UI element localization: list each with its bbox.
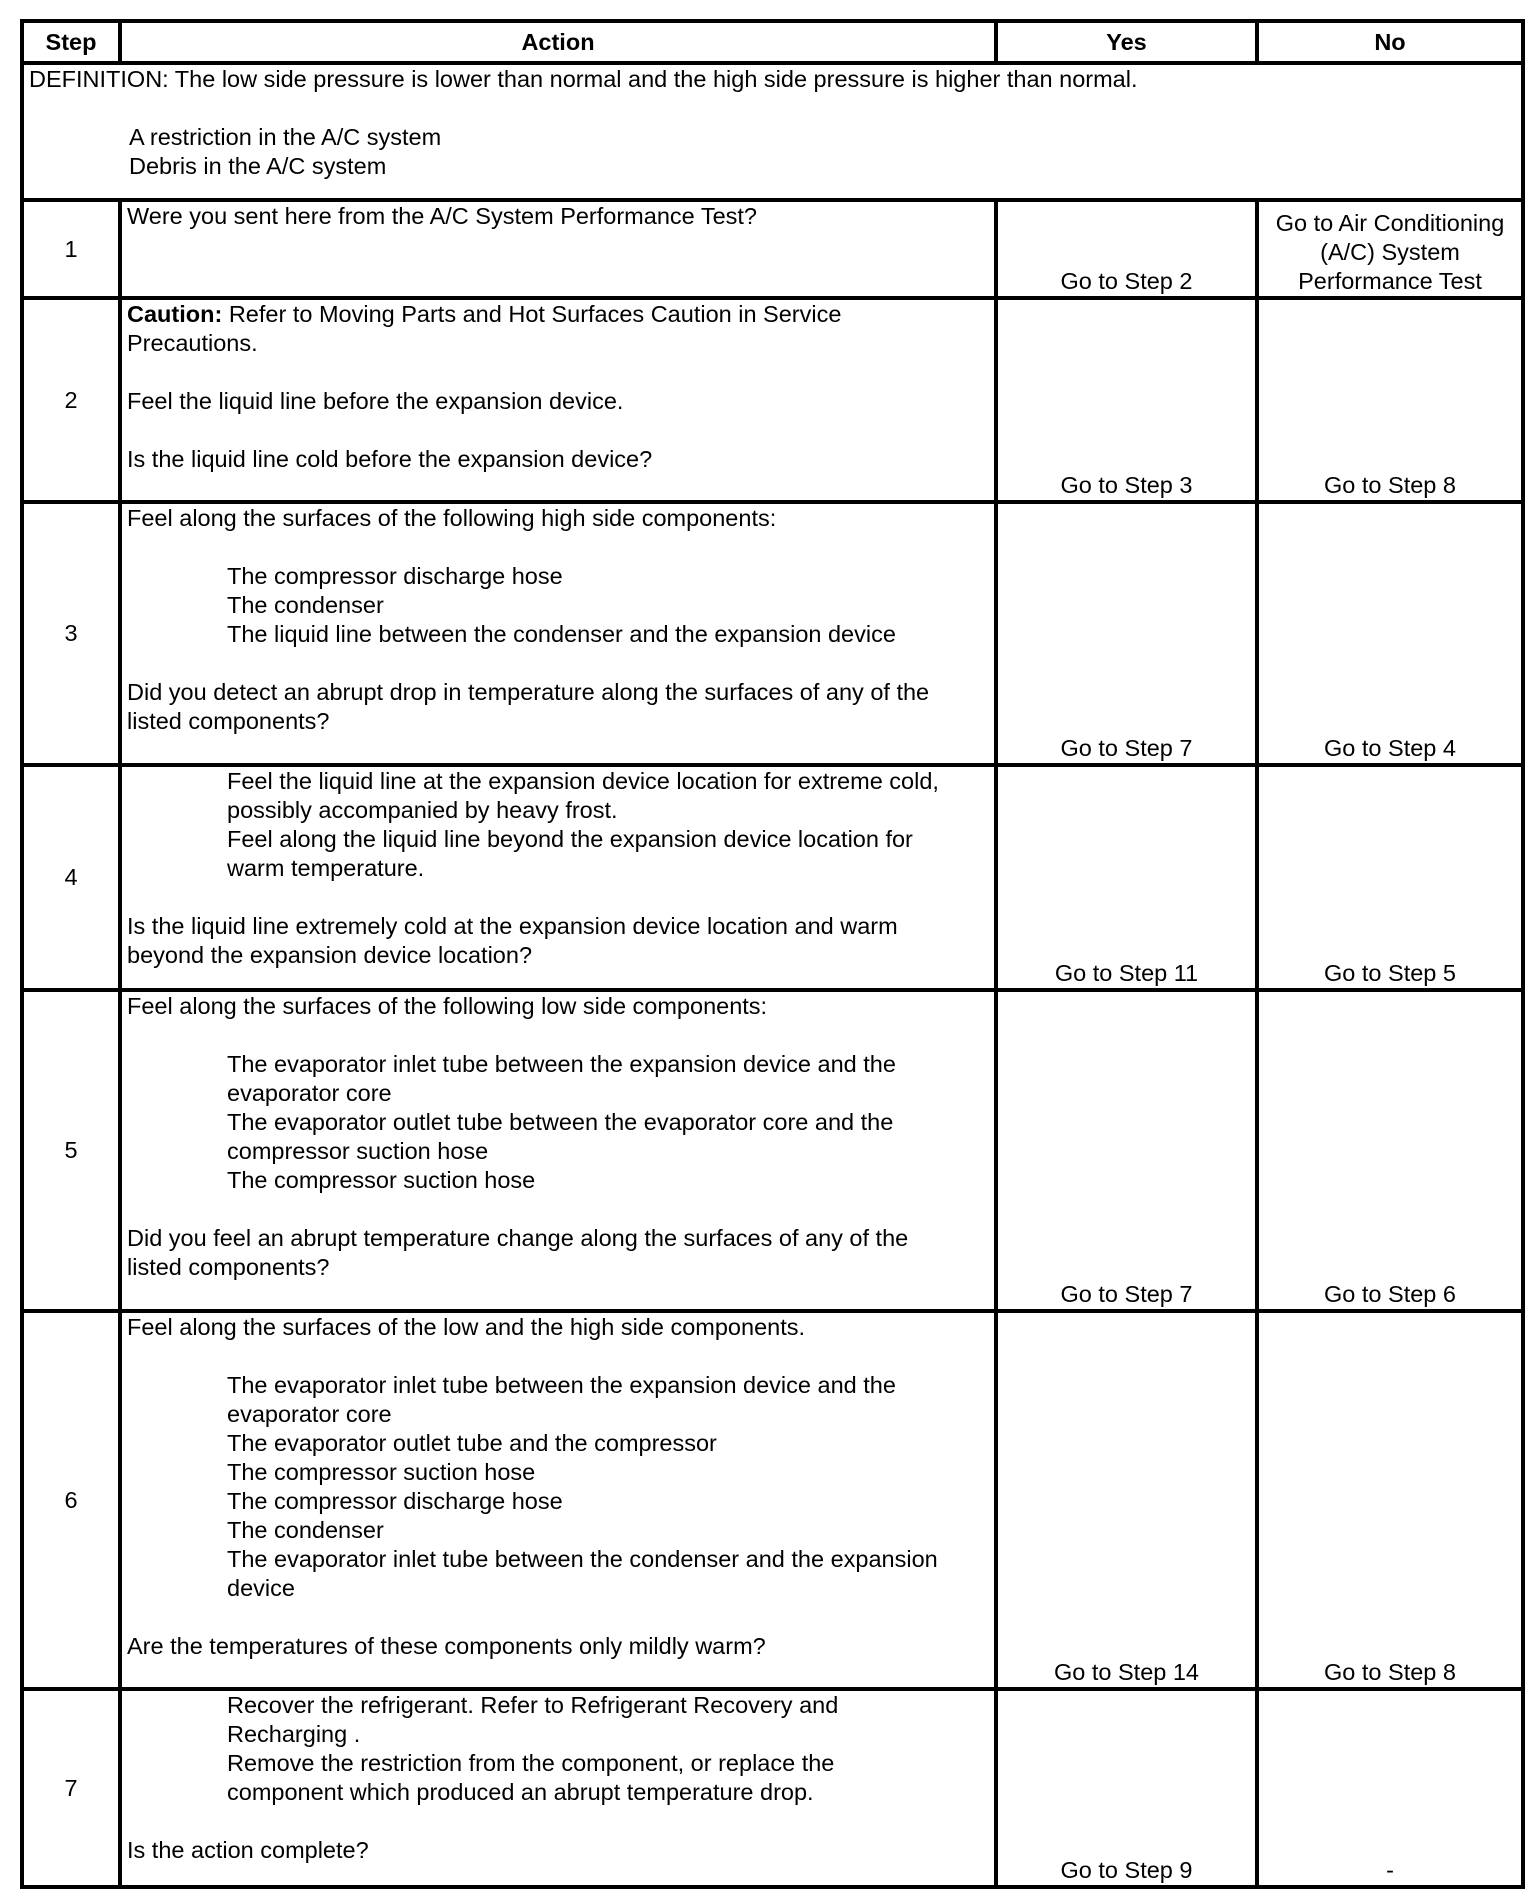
definition-row xyxy=(22,63,1523,200)
step-yes: Go to Step 14 xyxy=(996,1311,1257,1689)
step-question: listed components? xyxy=(127,1254,330,1280)
step-number: 3 xyxy=(22,502,120,765)
step-no: - xyxy=(1257,1689,1523,1887)
component-item: The evaporator outlet tube between the evaporator core and the xyxy=(227,1109,894,1135)
instruction-item: Recover the refrigerant. Refer to Refrigerant Recovery and xyxy=(227,1692,839,1718)
component-item: The condenser xyxy=(227,1517,384,1543)
caution-line xyxy=(127,300,989,329)
caution-text: Refer to Moving Parts and Hot Surfaces Caution in Service xyxy=(222,301,842,327)
step-no: Go to Step 4 xyxy=(1257,502,1523,765)
step-number: 4 xyxy=(22,765,120,990)
instruction-item: possibly accompanied by heavy frost. xyxy=(227,797,618,823)
instruction-item: Recharging . xyxy=(227,1721,361,1747)
step-no-line: Go to Air Conditioning xyxy=(1275,210,1505,236)
step-action xyxy=(120,1689,996,1887)
step-action xyxy=(120,502,996,765)
component-item: The compressor discharge hose xyxy=(227,563,563,589)
step-question: Are the temperatures of these components only mildly warm? xyxy=(127,1633,766,1659)
instruction-item: warm temperature. xyxy=(227,855,425,881)
instruction-item: Remove the restriction from the component, or replace the xyxy=(227,1750,835,1776)
step-no: Go to Step 5 xyxy=(1257,765,1523,990)
step-no xyxy=(1257,200,1523,298)
definition-cell xyxy=(22,63,1523,200)
step-row-1 xyxy=(22,200,1523,298)
step-intro: Feel along the surfaces of the low and the high side components. xyxy=(127,1314,806,1340)
step-row-2 xyxy=(22,298,1523,502)
diagnostic-table xyxy=(20,19,1525,1889)
step-action xyxy=(120,765,996,990)
component-item: evaporator core xyxy=(227,1080,392,1106)
instruction-item: component which produced an abrupt temperature drop. xyxy=(227,1779,814,1805)
step-row-3 xyxy=(22,502,1523,765)
step-action xyxy=(120,990,996,1311)
definition-cause: A restriction in the A/C system xyxy=(129,124,442,150)
step-row-5 xyxy=(22,990,1523,1311)
step-row-7 xyxy=(22,1689,1523,1887)
step-question: Did you detect an abrupt drop in temperature along the surfaces of any of the xyxy=(127,679,930,705)
definition-text: DEFINITION: The low side pressure is lower than normal and the high side pressure is higher than normal. xyxy=(29,66,1138,92)
caution-label: Caution: xyxy=(127,301,223,327)
component-item: compressor suction hose xyxy=(227,1138,489,1164)
component-item: The condenser xyxy=(227,592,384,618)
component-item: The compressor discharge hose xyxy=(227,1488,563,1514)
definition-cause: Debris in the A/C system xyxy=(129,153,387,179)
step-no: Go to Step 8 xyxy=(1257,298,1523,502)
component-item: The compressor suction hose xyxy=(227,1167,536,1193)
step-number: 5 xyxy=(22,990,120,1311)
step-number: 1 xyxy=(22,200,120,298)
step-no: Go to Step 6 xyxy=(1257,990,1523,1311)
step-number: 7 xyxy=(22,1689,120,1887)
step-action xyxy=(120,298,996,502)
component-item: The evaporator inlet tube between the expansion device and the xyxy=(227,1372,896,1398)
component-item: The evaporator inlet tube between the expansion device and the xyxy=(227,1051,896,1077)
header-row xyxy=(22,21,1523,63)
step-no-line: (A/C) System xyxy=(1320,239,1460,265)
header-action: Action xyxy=(120,21,996,63)
step-no-line: Performance Test xyxy=(1298,268,1482,294)
component-item: The compressor suction hose xyxy=(227,1459,536,1485)
step-action xyxy=(120,1311,996,1689)
step-intro: Feel along the surfaces of the following low side components: xyxy=(127,993,768,1019)
step-yes: Go to Step 7 xyxy=(996,990,1257,1311)
instruction-item: Feel the liquid line at the expansion device location for extreme cold, xyxy=(227,768,939,794)
step-question: listed components? xyxy=(127,708,330,734)
step-yes: Go to Step 7 xyxy=(996,502,1257,765)
step-question: Did you feel an abrupt temperature change along the surfaces of any of the xyxy=(127,1225,909,1251)
component-item: The liquid line between the condenser and the expansion device xyxy=(227,621,896,647)
step-question: Were you sent here from the A/C System Performance Test? xyxy=(127,203,757,229)
step-question: Is the liquid line extremely cold at the expansion device location and warm xyxy=(127,913,898,939)
step-row-4 xyxy=(22,765,1523,990)
step-intro: Feel along the surfaces of the following high side components: xyxy=(127,505,777,531)
step-yes: Go to Step 9 xyxy=(996,1689,1257,1887)
step-instruction: Feel the liquid line before the expansion device. xyxy=(127,388,624,414)
component-item: The evaporator inlet tube between the condenser and the expansion xyxy=(227,1546,938,1572)
component-item: The evaporator outlet tube and the compressor xyxy=(227,1430,717,1456)
step-no: Go to Step 8 xyxy=(1257,1311,1523,1689)
header-step: Step xyxy=(22,21,120,63)
header-no: No xyxy=(1257,21,1523,63)
component-item: evaporator core xyxy=(227,1401,392,1427)
step-number: 6 xyxy=(22,1311,120,1689)
component-item: device xyxy=(227,1575,295,1601)
header-yes: Yes xyxy=(996,21,1257,63)
step-yes: Go to Step 11 xyxy=(996,765,1257,990)
step-yes: Go to Step 2 xyxy=(996,200,1257,298)
step-yes: Go to Step 3 xyxy=(996,298,1257,502)
instruction-item: Feel along the liquid line beyond the expansion device location for xyxy=(227,826,913,852)
step-row-6 xyxy=(22,1311,1523,1689)
step-question: Is the liquid line cold before the expansion device? xyxy=(127,446,653,472)
step-number: 2 xyxy=(22,298,120,502)
step-action xyxy=(120,200,996,298)
step-question: beyond the expansion device location? xyxy=(127,942,533,968)
step-question: Is the action complete? xyxy=(127,1837,369,1863)
caution-text-cont: Precautions. xyxy=(127,330,258,356)
